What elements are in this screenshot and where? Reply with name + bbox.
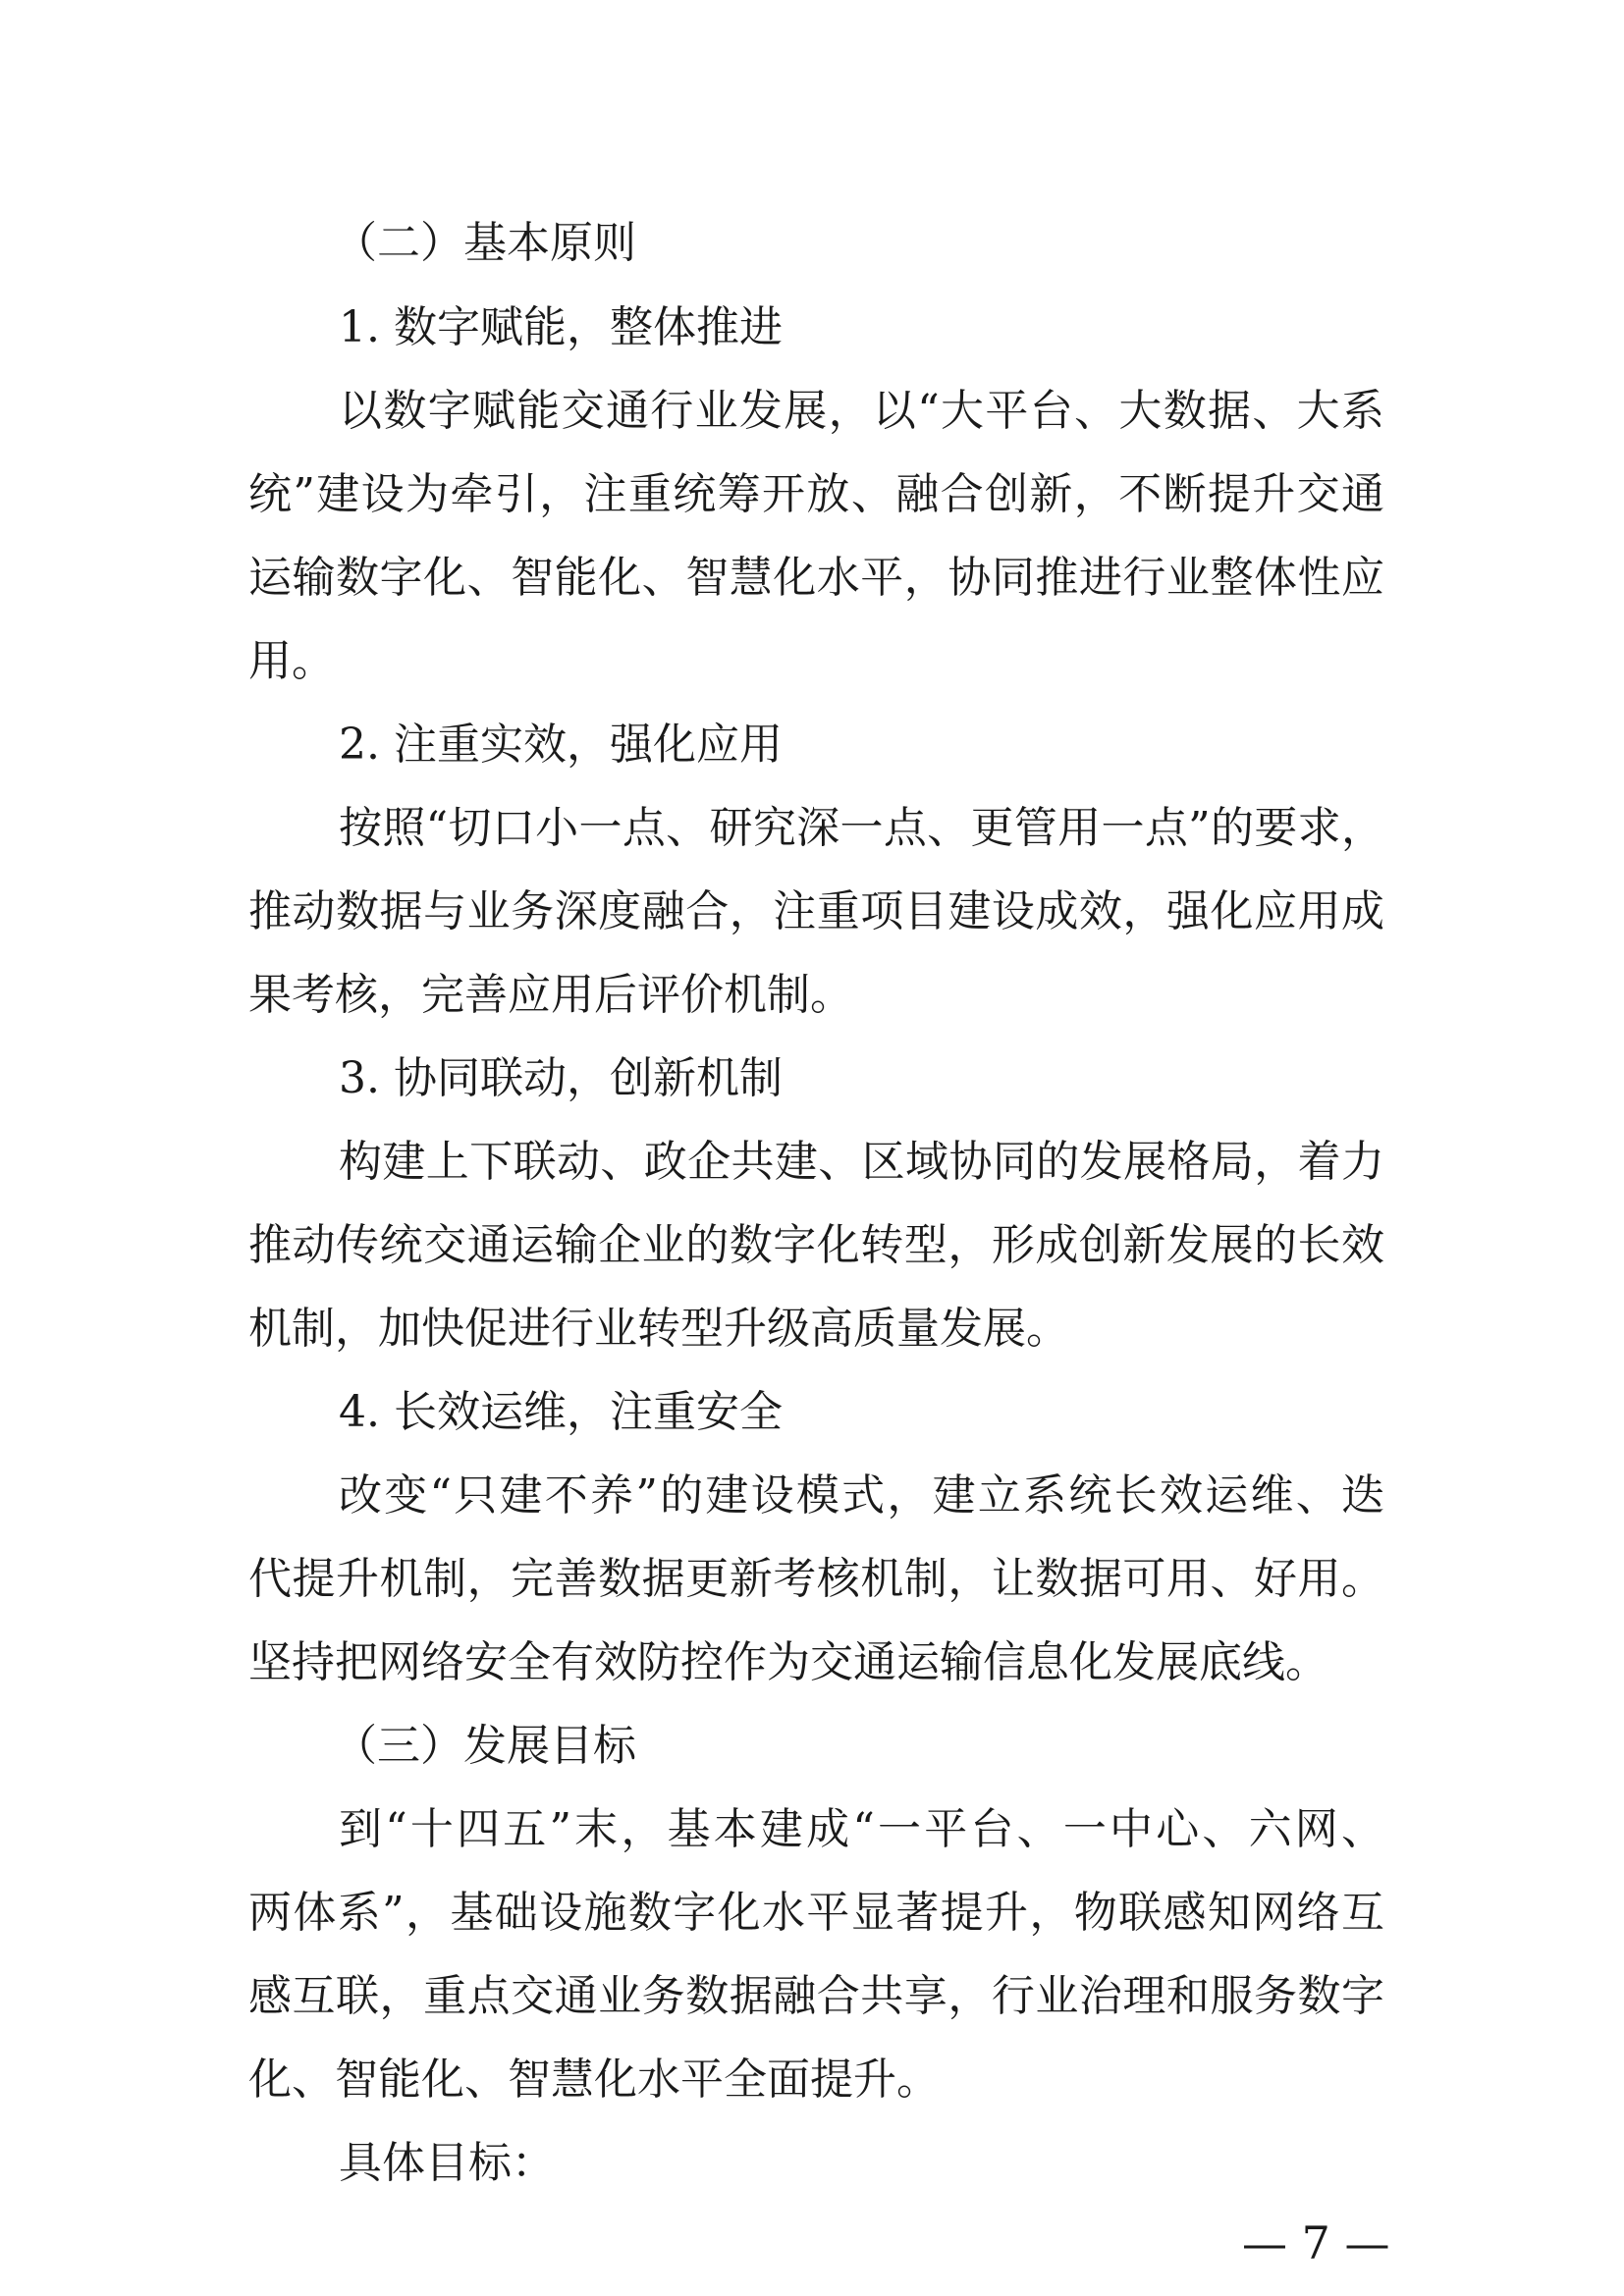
- goals-line-4: 化、智能化、智慧化水平全面提升。: [248, 2055, 940, 2105]
- principle-1-line-2: 统”建设为牵引，注重统筹开放、融合创新，不断提升交通: [248, 469, 1384, 519]
- principle-1-line-4: 用。: [248, 636, 335, 686]
- principle-3-title: 3. 协同联动，创新机制: [339, 1053, 783, 1103]
- principle-2-line-1: 按照“切口小一点、研究深一点、更管用一点”的要求，: [339, 803, 1384, 853]
- principle-2-title: 2. 注重实效，强化应用: [339, 720, 783, 770]
- principle-3-line-2: 推动传统交通运输企业的数字化转型，形成创新发展的长效: [248, 1220, 1384, 1270]
- goals-line-3: 感互联，重点交通业务数据融合共享，行业治理和服务数字: [248, 1971, 1384, 2021]
- page-number: — 7 —: [1242, 2216, 1390, 2269]
- goals-line-1: 到“十四五”末，基本建成“一平台、一中心、六网、: [339, 1804, 1384, 1854]
- goals-line-2: 两体系”，基础设施数字化水平显著提升，物联感知网络互: [248, 1888, 1384, 1938]
- principle-3-line-1: 构建上下联动、政企共建、区域协同的发展格局，着力: [339, 1137, 1384, 1187]
- principle-1-line-3: 运输数字化、智能化、智慧化水平，协同推进行业整体性应: [248, 553, 1384, 603]
- section-heading-principles: （二）基本原则: [334, 218, 636, 268]
- principle-4-title: 4. 长效运维，注重安全: [339, 1387, 783, 1437]
- principle-1-title: 1. 数字赋能，整体推进: [339, 302, 783, 352]
- section-heading-goals: （三）发展目标: [334, 1721, 636, 1771]
- principle-4-line-3: 坚持把网络安全有效防控作为交通运输信息化发展底线。: [248, 1637, 1328, 1687]
- principle-2-line-2: 推动数据与业务深度融合，注重项目建设成效，强化应用成: [248, 886, 1384, 936]
- principle-4-line-1: 改变“只建不养”的建设模式，建立系统长效运维、迭: [339, 1470, 1384, 1521]
- principle-2-line-3: 果考核，完善应用后评价机制。: [248, 970, 853, 1020]
- specific-goals-label: 具体目标：: [339, 2138, 555, 2188]
- principle-4-line-2: 代提升机制，完善数据更新考核机制，让数据可用、好用。: [248, 1554, 1384, 1604]
- principle-1-line-1: 以数字赋能交通行业发展，以“大平台、大数据、大系: [339, 386, 1384, 436]
- principle-3-line-3: 机制，加快促进行业转型升级高质量发展。: [248, 1304, 1069, 1354]
